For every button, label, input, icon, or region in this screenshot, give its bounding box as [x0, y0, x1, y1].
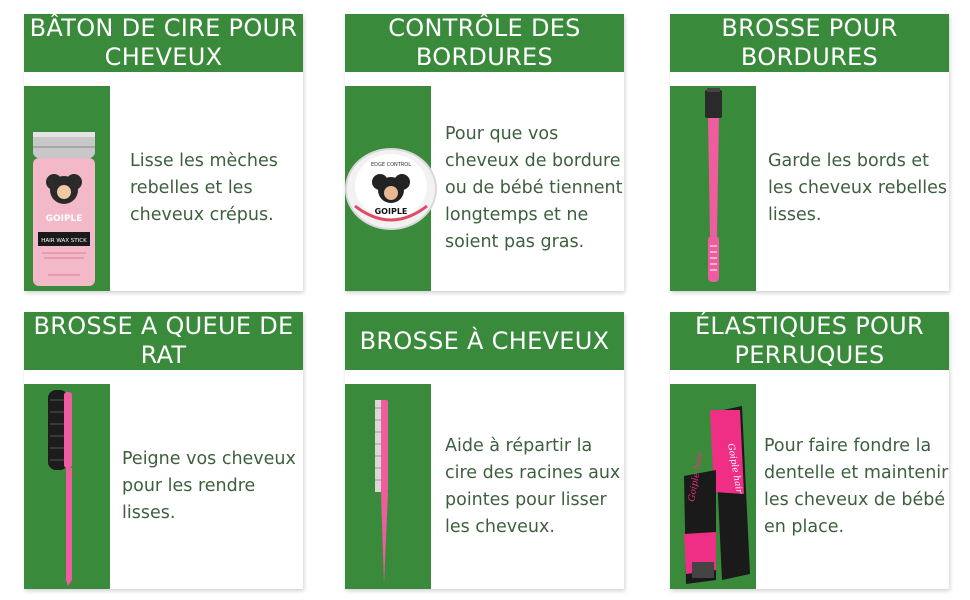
product-image-panel: [670, 384, 756, 589]
card-description: Garde les bords et les cheveux rebelles lisses.: [768, 151, 947, 225]
card-title: [24, 312, 303, 370]
product-image-panel: [345, 384, 431, 589]
card-description: Pour que vos cheveux de bordure ou de bébé tiennent longtemps et ne soient pas gras.: [445, 124, 623, 252]
product-card-teasing-brush: [24, 312, 303, 589]
svg-text:GOIPLE: GOIPLE: [374, 207, 408, 216]
card-title-text: BROSSE POUR BORDURES: [721, 14, 898, 71]
product-card-rat-tail-comb: [345, 312, 624, 589]
card-title: [670, 312, 949, 370]
card-title: [24, 14, 303, 72]
card-description: Pour faire fondre la dentelle et maintenir les cheveux de bébé en place.: [764, 435, 949, 537]
wig-band-icon: [670, 384, 756, 589]
card-description: Aide à répartir la cire des racines aux pointes pour lisser les cheveux.: [445, 435, 621, 537]
rat-tail-comb-icon: [345, 384, 431, 589]
edge-control-jar-icon: [345, 86, 431, 291]
product-card-edge-control: [345, 14, 624, 291]
card-title: [670, 14, 949, 72]
product-image-panel: [24, 86, 110, 291]
card-title-text: BROSSE À CHEVEUX: [359, 326, 610, 355]
edge-brush-icon: [670, 86, 756, 291]
svg-text:GOIPLE: GOIPLE: [45, 214, 83, 224]
product-card-edge-brush: [670, 14, 949, 291]
card-title-text: ÉLASTIQUES POUR PERRUQUES: [694, 312, 925, 369]
svg-text:HAIR WAX STICK: HAIR WAX STICK: [41, 238, 87, 244]
card-title-text: BÂTON DE CIRE POUR CHEVEUX: [29, 14, 298, 71]
hair-wax-stick-icon: [24, 86, 110, 291]
svg-text:Goiple hair: Goiple hair: [725, 442, 744, 495]
card-title-text: BROSSE A QUEUE DE RAT: [33, 312, 294, 369]
teasing-brush-icon: [24, 384, 110, 589]
product-image-panel: [345, 86, 431, 291]
card-description: Lisse les mèches rebelles et les cheveux crépus.: [130, 151, 278, 225]
product-card-wax-stick: [24, 14, 303, 291]
card-title: [345, 312, 624, 370]
product-image-panel: [24, 384, 110, 589]
card-title: [345, 14, 624, 72]
product-image-panel: [670, 86, 756, 291]
card-description: Peigne vos cheveux pour les rendre lisses.: [122, 449, 296, 523]
svg-text:EDGE CONTROL: EDGE CONTROL: [370, 162, 412, 168]
product-card-wig-band: [670, 312, 949, 589]
svg-text:Goiple hair: Goiple hair: [687, 450, 706, 503]
card-title-text: CONTRÔLE DES BORDURES: [388, 14, 581, 71]
